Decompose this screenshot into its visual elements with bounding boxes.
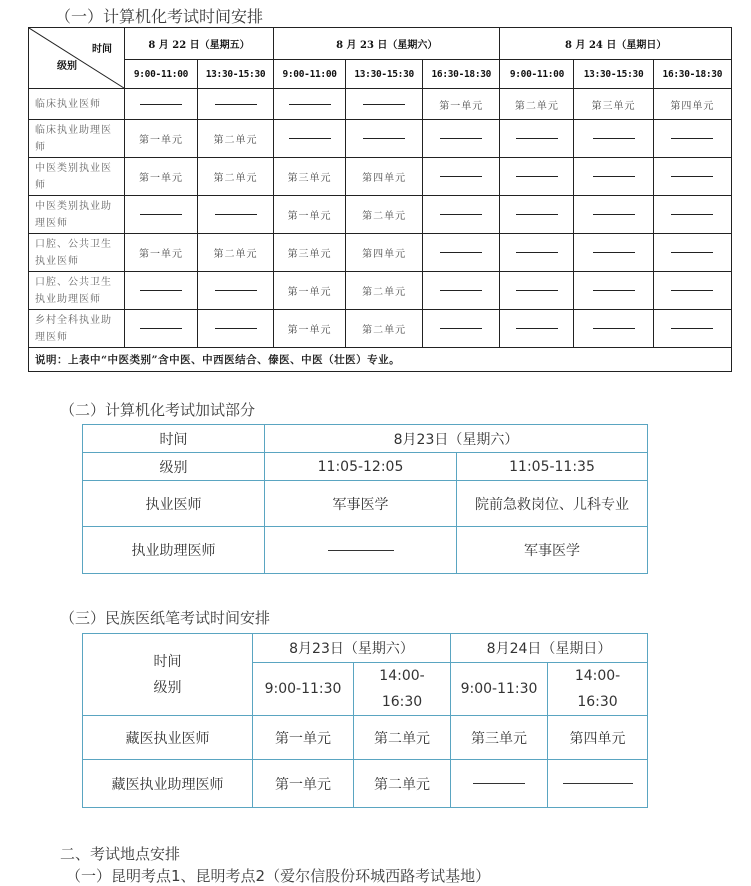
exam-unit: 第一单元 bbox=[138, 249, 183, 260]
exam-unit: 第一单元 bbox=[287, 211, 332, 222]
table-row bbox=[29, 89, 732, 120]
day-header: 8 月 22 日（星期五） bbox=[124, 28, 273, 60]
level-cell: 藏医执业医师 bbox=[83, 716, 253, 760]
exam-cell-empty bbox=[500, 272, 574, 310]
time-slot-line: 14:00- bbox=[379, 668, 425, 684]
exam-cell bbox=[423, 89, 500, 120]
dash-mark bbox=[328, 550, 394, 551]
dash-mark bbox=[440, 138, 482, 139]
time-slot: 16:30-18:30 bbox=[653, 60, 731, 89]
exam-cell-empty bbox=[274, 120, 346, 158]
dash-mark bbox=[516, 138, 558, 139]
exam-cell: 第二单元 bbox=[354, 716, 451, 760]
table-row bbox=[29, 158, 732, 196]
exam-unit: 第四单元 bbox=[362, 249, 407, 260]
exam-cell-empty bbox=[423, 196, 500, 234]
time-slot: 9:00-11:00 bbox=[500, 60, 574, 89]
dash-mark bbox=[516, 290, 558, 291]
table-row bbox=[29, 234, 732, 272]
table-row bbox=[29, 310, 732, 348]
level-cell: 口腔、公共卫生执业医师 bbox=[29, 234, 125, 272]
exam-cell-empty bbox=[451, 760, 548, 808]
time-slot: 11:05-12:05 bbox=[265, 453, 457, 481]
exam-cell-empty bbox=[574, 196, 653, 234]
dash-mark bbox=[671, 328, 713, 329]
exam-cell-empty bbox=[500, 234, 574, 272]
exam-unit: 第一单元 bbox=[439, 100, 484, 112]
dash-mark bbox=[563, 783, 633, 784]
exam-unit: 第二单元 bbox=[213, 173, 258, 184]
exam-cell-empty bbox=[423, 120, 500, 158]
time-slot: 9:00-11:00 bbox=[124, 60, 197, 89]
exam-cell-empty bbox=[197, 310, 273, 348]
dash-mark bbox=[363, 138, 405, 139]
exam-cell-empty bbox=[124, 196, 197, 234]
dash-mark bbox=[593, 176, 635, 177]
level-label: 级别 bbox=[57, 61, 77, 72]
level-cell: 藏医执业助理医师 bbox=[83, 760, 253, 808]
exam-cell-empty bbox=[574, 272, 653, 310]
supplementary-exam-table bbox=[82, 424, 648, 574]
dash-mark bbox=[140, 214, 182, 215]
exam-cell-empty bbox=[197, 272, 273, 310]
exam-cell: 第一单元 bbox=[253, 716, 354, 760]
exam-unit: 第一单元 bbox=[287, 325, 332, 336]
footer-heading: 二、考试地点安排 bbox=[60, 845, 181, 863]
time-slot: 11:05-11:35 bbox=[457, 453, 648, 481]
time-slot bbox=[548, 663, 648, 716]
dash-mark bbox=[215, 290, 257, 291]
dash-mark bbox=[140, 290, 182, 291]
exam-cell-empty bbox=[124, 272, 197, 310]
time-slot bbox=[354, 663, 451, 716]
exam-cell-empty bbox=[500, 310, 574, 348]
time-slot-line: 14:00- bbox=[574, 668, 621, 684]
exam-cell bbox=[124, 234, 197, 272]
time-label: 时间 bbox=[153, 653, 182, 670]
exam-cell-empty bbox=[124, 89, 197, 120]
exam-cell bbox=[346, 234, 423, 272]
exam-cell: 军事医学 bbox=[265, 481, 457, 527]
dash-mark bbox=[593, 290, 635, 291]
exam-cell bbox=[197, 234, 273, 272]
exam-cell-empty bbox=[346, 89, 423, 120]
exam-cell: 第二单元 bbox=[354, 760, 451, 808]
dash-mark bbox=[215, 328, 257, 329]
exam-cell-empty bbox=[500, 196, 574, 234]
exam-cell bbox=[124, 158, 197, 196]
dash-mark bbox=[671, 214, 713, 215]
exam-cell bbox=[197, 120, 273, 158]
exam-cell bbox=[346, 272, 423, 310]
exam-cell bbox=[274, 310, 346, 348]
exam-cell-empty bbox=[423, 158, 500, 196]
exam-cell-empty bbox=[574, 120, 653, 158]
exam-cell-empty bbox=[346, 120, 423, 158]
exam-unit: 第一单元 bbox=[138, 135, 183, 146]
exam-cell-empty bbox=[423, 272, 500, 310]
exam-cell-empty bbox=[653, 196, 731, 234]
exam-unit: 第一单元 bbox=[138, 173, 183, 184]
exam-cell bbox=[274, 234, 346, 272]
dash-mark bbox=[593, 138, 635, 139]
time-slot: 13:30-15:30 bbox=[574, 60, 653, 89]
ethnic-medicine-exam-table bbox=[82, 633, 648, 808]
level-cell: 临床执业助理医师 bbox=[29, 120, 125, 158]
time-slot-line: 16:30 bbox=[577, 694, 618, 710]
dash-mark bbox=[440, 214, 482, 215]
time-slot: 13:30-15:30 bbox=[346, 60, 423, 89]
exam-unit: 第三单元 bbox=[591, 100, 636, 112]
exam-cell: 院前急救岗位、儿科专业 bbox=[457, 481, 648, 527]
dash-mark bbox=[671, 176, 713, 177]
level-label: 级别 bbox=[153, 679, 182, 696]
exam-cell bbox=[500, 89, 574, 120]
exam-cell-empty bbox=[124, 310, 197, 348]
time-slot: 9:00-11:00 bbox=[274, 60, 346, 89]
dash-mark bbox=[516, 214, 558, 215]
time-slot: 9:00-11:30 bbox=[451, 663, 548, 716]
dash-mark bbox=[215, 214, 257, 215]
header-diagonal-cell bbox=[29, 28, 125, 89]
exam-cell-empty bbox=[653, 234, 731, 272]
exam-unit: 第二单元 bbox=[213, 135, 258, 146]
exam-unit: 第四单元 bbox=[362, 173, 407, 184]
exam-cell-empty bbox=[653, 272, 731, 310]
level-cell: 口腔、公共卫生执业助理医师 bbox=[29, 272, 125, 310]
exam-unit: 第一单元 bbox=[287, 287, 332, 298]
exam-cell-empty bbox=[574, 234, 653, 272]
table-row bbox=[29, 120, 732, 158]
day-header: 8月23日（星期六） bbox=[253, 634, 451, 663]
dash-mark bbox=[289, 138, 331, 139]
exam-cell bbox=[346, 310, 423, 348]
dash-mark bbox=[671, 252, 713, 253]
exam-cell bbox=[346, 158, 423, 196]
level-cell: 中医类别执业助理医师 bbox=[29, 196, 125, 234]
exam-unit: 第二单元 bbox=[514, 100, 559, 112]
dash-mark bbox=[440, 290, 482, 291]
exam-cell bbox=[274, 196, 346, 234]
dash-mark bbox=[440, 328, 482, 329]
exam-cell bbox=[274, 272, 346, 310]
exam-cell: 第三单元 bbox=[451, 716, 548, 760]
day-header: 8月24日（星期日） bbox=[451, 634, 648, 663]
section3-heading: （三）民族医纸笔考试时间安排 bbox=[60, 609, 271, 627]
exam-cell bbox=[346, 196, 423, 234]
time-label: 时间 bbox=[91, 44, 112, 55]
level-cell: 中医类别执业医师 bbox=[29, 158, 125, 196]
exam-cell-empty bbox=[653, 310, 731, 348]
time-slot-line: 16:30 bbox=[381, 694, 423, 710]
dash-mark bbox=[593, 252, 635, 253]
dash-mark bbox=[516, 252, 558, 253]
exam-cell-empty bbox=[574, 158, 653, 196]
dash-mark bbox=[593, 328, 635, 329]
exam-unit: 第二单元 bbox=[362, 211, 407, 222]
dash-mark bbox=[140, 104, 182, 105]
exam-unit: 第三单元 bbox=[287, 173, 332, 184]
dash-mark bbox=[671, 290, 713, 291]
level-cell: 执业助理医师 bbox=[83, 527, 265, 574]
exam-cell-empty bbox=[274, 89, 346, 120]
exam-unit: 第二单元 bbox=[362, 287, 407, 298]
exam-cell-empty bbox=[265, 527, 457, 574]
dash-mark bbox=[440, 176, 482, 177]
time-label: 时间 bbox=[83, 425, 265, 453]
exam-unit: 第三单元 bbox=[287, 249, 332, 260]
exam-cell-empty bbox=[197, 196, 273, 234]
dash-mark bbox=[671, 138, 713, 139]
header-label-cell bbox=[83, 634, 253, 716]
exam-cell-empty bbox=[197, 89, 273, 120]
footer-subheading: （一）昆明考点1、昆明考点2（爱尔信股份环城西路考试基地） bbox=[66, 867, 491, 885]
table-note: 说明：上表中“中医类别”含中医、中西医结合、傣医、中医（壮医）专业。 bbox=[29, 348, 732, 372]
dash-mark bbox=[440, 252, 482, 253]
dash-mark bbox=[516, 176, 558, 177]
dash-mark bbox=[140, 328, 182, 329]
exam-unit: 第二单元 bbox=[213, 249, 258, 260]
exam-unit: 第二单元 bbox=[362, 325, 407, 336]
time-slot: 9:00-11:30 bbox=[253, 663, 354, 716]
exam-cell-empty bbox=[574, 310, 653, 348]
exam-cell-empty bbox=[653, 120, 731, 158]
dash-mark bbox=[289, 104, 331, 105]
section2-heading: （二）计算机化考试加试部分 bbox=[60, 401, 256, 419]
table-row bbox=[29, 272, 732, 310]
dash-mark bbox=[215, 104, 257, 105]
level-cell: 乡村全科执业助理医师 bbox=[29, 310, 125, 348]
exam-cell bbox=[197, 158, 273, 196]
exam-cell: 第一单元 bbox=[253, 760, 354, 808]
dash-mark bbox=[516, 328, 558, 329]
table-row bbox=[29, 196, 732, 234]
dash-mark bbox=[593, 214, 635, 215]
exam-cell: 军事医学 bbox=[457, 527, 648, 574]
level-cell: 执业医师 bbox=[83, 481, 265, 527]
computer-exam-schedule-table bbox=[28, 27, 732, 372]
level-cell: 临床执业医师 bbox=[29, 89, 125, 120]
exam-cell-empty bbox=[500, 120, 574, 158]
exam-cell-empty bbox=[500, 158, 574, 196]
section1-heading: （一）计算机化考试时间安排 bbox=[55, 7, 264, 26]
dash-mark bbox=[473, 783, 525, 784]
level-label: 级别 bbox=[83, 453, 265, 481]
time-slot: 16:30-18:30 bbox=[423, 60, 500, 89]
day-header: 8 月 24 日（星期日） bbox=[500, 28, 732, 60]
day-header: 8 月 23 日（星期六） bbox=[274, 28, 500, 60]
exam-cell-empty bbox=[423, 234, 500, 272]
exam-cell bbox=[574, 89, 653, 120]
time-slot: 13:30-15:30 bbox=[197, 60, 273, 89]
exam-cell-empty bbox=[423, 310, 500, 348]
day-header: 8月23日（星期六） bbox=[265, 425, 648, 453]
exam-cell: 第四单元 bbox=[548, 716, 648, 760]
exam-unit: 第四单元 bbox=[670, 100, 715, 112]
exam-cell-empty bbox=[653, 158, 731, 196]
exam-cell-empty bbox=[548, 760, 648, 808]
exam-cell bbox=[653, 89, 731, 120]
dash-mark bbox=[363, 104, 405, 105]
exam-cell bbox=[124, 120, 197, 158]
exam-cell bbox=[274, 158, 346, 196]
